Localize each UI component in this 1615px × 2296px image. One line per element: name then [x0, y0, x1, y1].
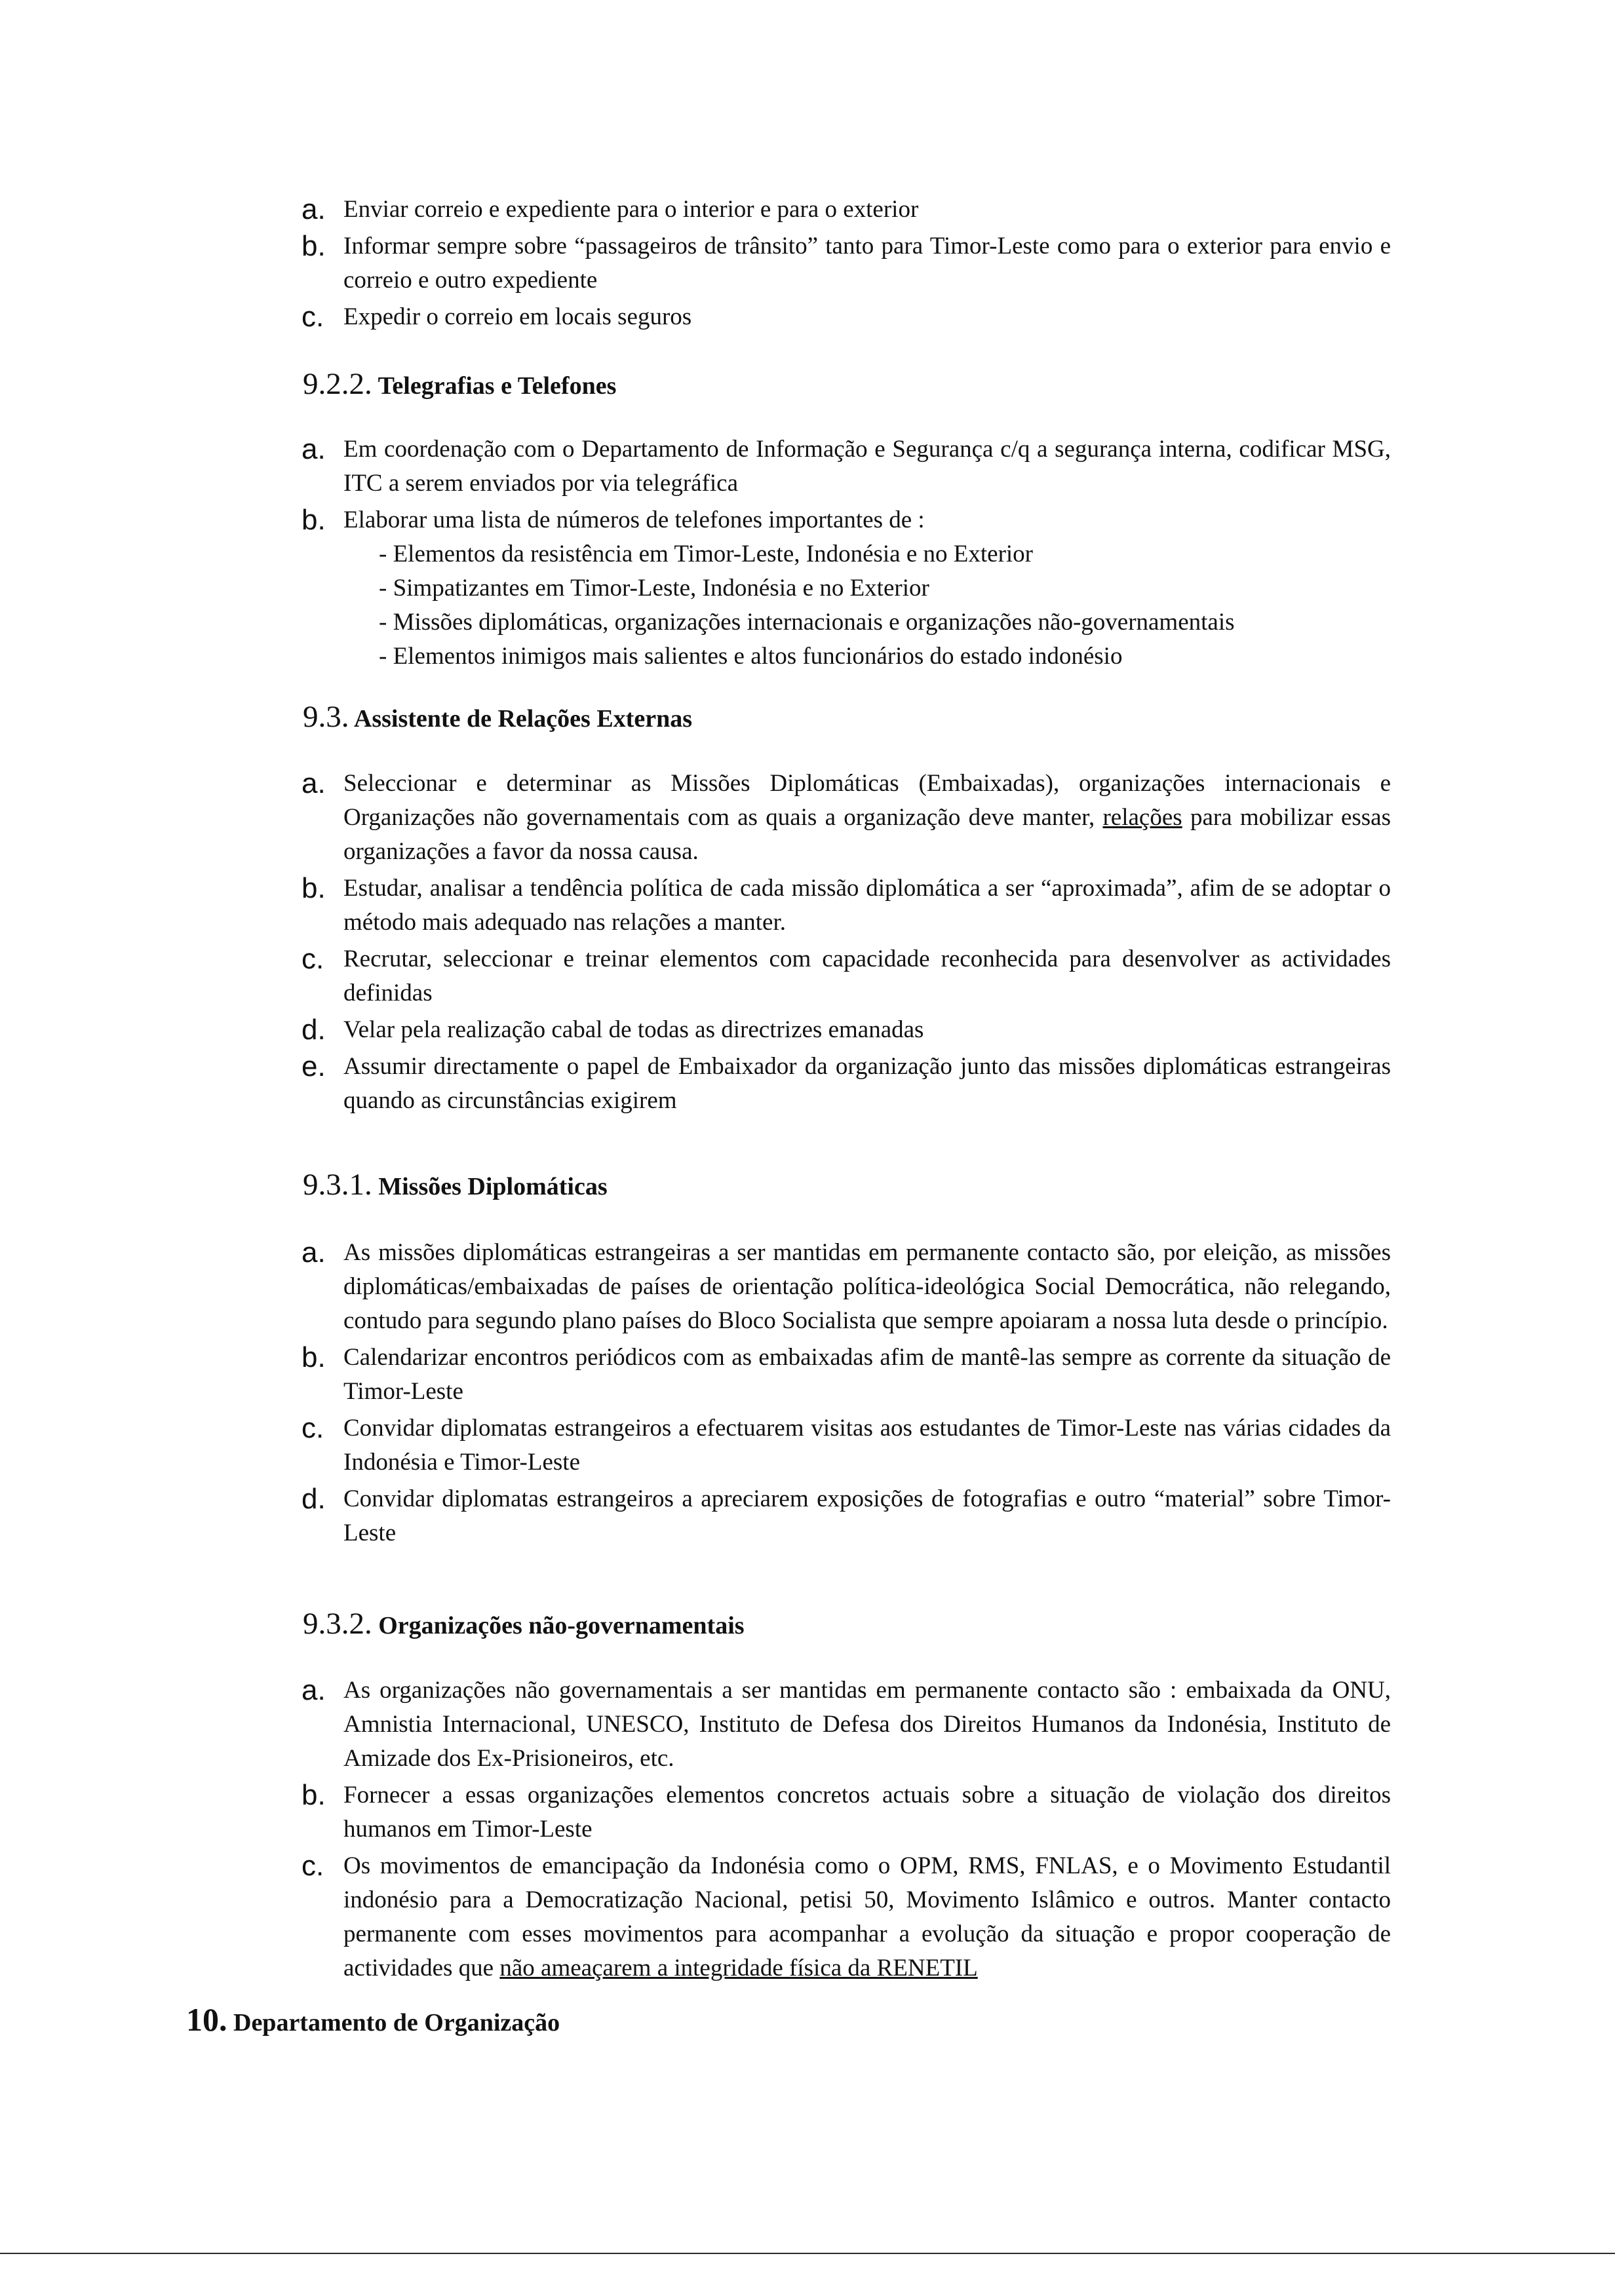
list-marker: a.: [302, 1236, 326, 1269]
list-item: [0, 1674, 1615, 1776]
list-item: [0, 1341, 1615, 1409]
list-item-text: [343, 767, 1391, 869]
underlined-text: relações: [1102, 804, 1182, 831]
list-marker: c.: [302, 1850, 324, 1882]
list-item-text: Elaborar uma lista de números de telefones importantes de :: [343, 507, 925, 533]
list-marker: b.: [302, 504, 326, 536]
list-item: [0, 1013, 1615, 1047]
sub-item: - Elementos inimigos mais salientes e altos funcionários do estado indonésio: [379, 643, 1123, 670]
section-title: Telegrafias e Telefones: [378, 372, 617, 400]
sub-item: - Missões diplomáticas, organizações internacionais e organizações não-governamentais: [379, 609, 1235, 636]
section-9-3-1-list: [0, 1236, 1615, 1550]
sub-item: - Simpatizantes em Timor-Leste, Indonésia e no Exterior: [379, 575, 929, 602]
section-9-2-2-list: [0, 432, 1615, 674]
list-marker: c.: [302, 943, 324, 975]
list-item-text: Velar pela realização cabal de todas as directrizes emanadas: [343, 1016, 924, 1043]
list-item-text: Convidar diplomatas estrangeiros a efectuarem visitas aos estudantes de Timor-Leste nas várias cidades da Indonésia e Timor-Leste: [343, 1415, 1391, 1476]
list-item-text: Em coordenação com o Departamento de Informação e Segurança c/q a segurança interna, codificar MSG, ITC a serem enviados por via telegráfica: [343, 436, 1391, 497]
section-number: 9.3.1.: [303, 1168, 372, 1202]
section-number: 10.: [186, 2001, 227, 2038]
list-marker: b.: [302, 230, 326, 262]
list-item: [0, 503, 1615, 674]
section-number: 9.2.2.: [303, 367, 372, 401]
list-item-text: Recrutar, seleccionar e treinar elementos com capacidade reconhecida para desenvolver as actividades definidas: [343, 946, 1391, 1006]
section-9-3-list: [0, 767, 1615, 1118]
section-heading-9-3-1: [303, 1165, 1417, 1206]
section-heading-10: [186, 2000, 1300, 2042]
scan-edge-line: [0, 2253, 1615, 2254]
list-item-text: Enviar correio e expediente para o interior e para o exterior: [343, 196, 919, 223]
list-item-text: Convidar diplomatas estrangeiros a apreciarem exposições de fotografias e outro “material” sobre Timor-Leste: [343, 1485, 1391, 1546]
list-marker: d.: [302, 1014, 326, 1046]
list-marker: b.: [302, 1779, 326, 1811]
section-title: Departamento de Organização: [233, 2009, 560, 2037]
list-item-text: Assumir directamente o papel de Embaixador da organização junto das missões diplomáticas estrangeiras quando as circunstâncias exigirem: [343, 1053, 1391, 1114]
list-marker: a.: [302, 193, 326, 225]
list-item-text: As organizações não governamentais a ser mantidas em permanente contacto são : embaixada da ONU, Amnistia Internacional, UNESCO, Instituto de Defesa dos Direitos Humanos da Indonésia, Instituto de Amizade dos Ex-Prisioneiros, etc.: [343, 1677, 1391, 1772]
section-title: Assistente de Relações Externas: [353, 705, 692, 733]
list-item: [0, 432, 1615, 501]
section-number: 9.3.: [303, 700, 349, 734]
section-heading-9-3-2: [303, 1604, 1417, 1645]
section-heading-9-2-2: [303, 364, 1417, 406]
list-item: [0, 1236, 1615, 1338]
list-item-text: Expedir o correio em locais seguros: [343, 303, 692, 330]
section-title: Organizações não-governamentais: [378, 1612, 745, 1639]
list-marker: e.: [302, 1050, 326, 1082]
list-item-text: Estudar, analisar a tendência política de cada missão diplomática a ser “aproximada”, afim de se adoptar o método mais adequado nas relações a manter.: [343, 875, 1391, 936]
text-run: Seleccionar e determinar as Missões Diplomáticas (Embaixadas), organizações internacionais e Organizações não governamentais com as quais a organização deve manter,: [343, 770, 1391, 831]
list-item: [0, 1482, 1615, 1550]
underlined-text: não ameaçarem a integridade física da RENETIL: [499, 1955, 978, 1981]
list-marker: c.: [302, 1412, 324, 1444]
list-marker: a.: [302, 1674, 326, 1706]
intro-list: [0, 193, 1615, 334]
list-item: [0, 229, 1615, 297]
section-title: Missões Diplomáticas: [378, 1173, 608, 1200]
section-9-3-2-list: [0, 1674, 1615, 1985]
list-item: [0, 1411, 1615, 1480]
list-item-text: Fornecer a essas organizações elementos concretos actuais sobre a situação de violação dos direitos humanos em Timor-Leste: [343, 1782, 1391, 1843]
sub-item: - Elementos da resistência em Timor-Leste, Indonésia e no Exterior: [379, 541, 1033, 567]
list-item: [0, 193, 1615, 227]
list-item: [0, 1778, 1615, 1846]
text-run: para mobilizar essas organizações a favor da nossa causa.: [343, 804, 1391, 865]
text-run: Os movimentos de emancipação da Indonésia como o OPM, RMS, FNLAS, e o Movimento Estudantil indonésio para a Democratização Nacional, petisi 50, Movimento Islâmico e outros. Manter contacto permanente com esses movimentos para acompanhar a evolução da situação e propor cooperação de actividades que: [343, 1852, 1391, 1981]
list-item: [0, 1849, 1615, 1985]
list-marker: b.: [302, 872, 326, 904]
list-item: [0, 871, 1615, 940]
list-item: [0, 1050, 1615, 1118]
section-number: 9.3.2.: [303, 1607, 372, 1641]
list-item: [0, 300, 1615, 334]
list-marker: c.: [302, 301, 324, 333]
list-marker: d.: [302, 1483, 326, 1515]
list-marker: b.: [302, 1341, 326, 1373]
list-item-text: Informar sempre sobre “passageiros de trânsito” tanto para Timor-Leste como para o exterior para envio e correio e outro expediente: [343, 233, 1391, 294]
list-marker: a.: [302, 767, 326, 799]
list-item-text: [343, 1849, 1391, 1985]
list-marker: a.: [302, 433, 326, 465]
list-item-text: As missões diplomáticas estrangeiras a ser mantidas em permanente contacto são, por eleição, as missões diplomáticas/embaixadas de países de orientação política-ideológica Social Democrática, não relegando, contudo para segundo plano países do Bloco Socialista que sempre apoiaram a nossa luta desde o princípio.: [343, 1239, 1391, 1334]
list-item: [0, 942, 1615, 1010]
section-heading-9-3: [303, 697, 1417, 738]
list-item-text: Calendarizar encontros periódicos com as embaixadas afim de mantê-las sempre as corrente da situação de Timor-Leste: [343, 1344, 1391, 1405]
list-item: [0, 767, 1615, 869]
